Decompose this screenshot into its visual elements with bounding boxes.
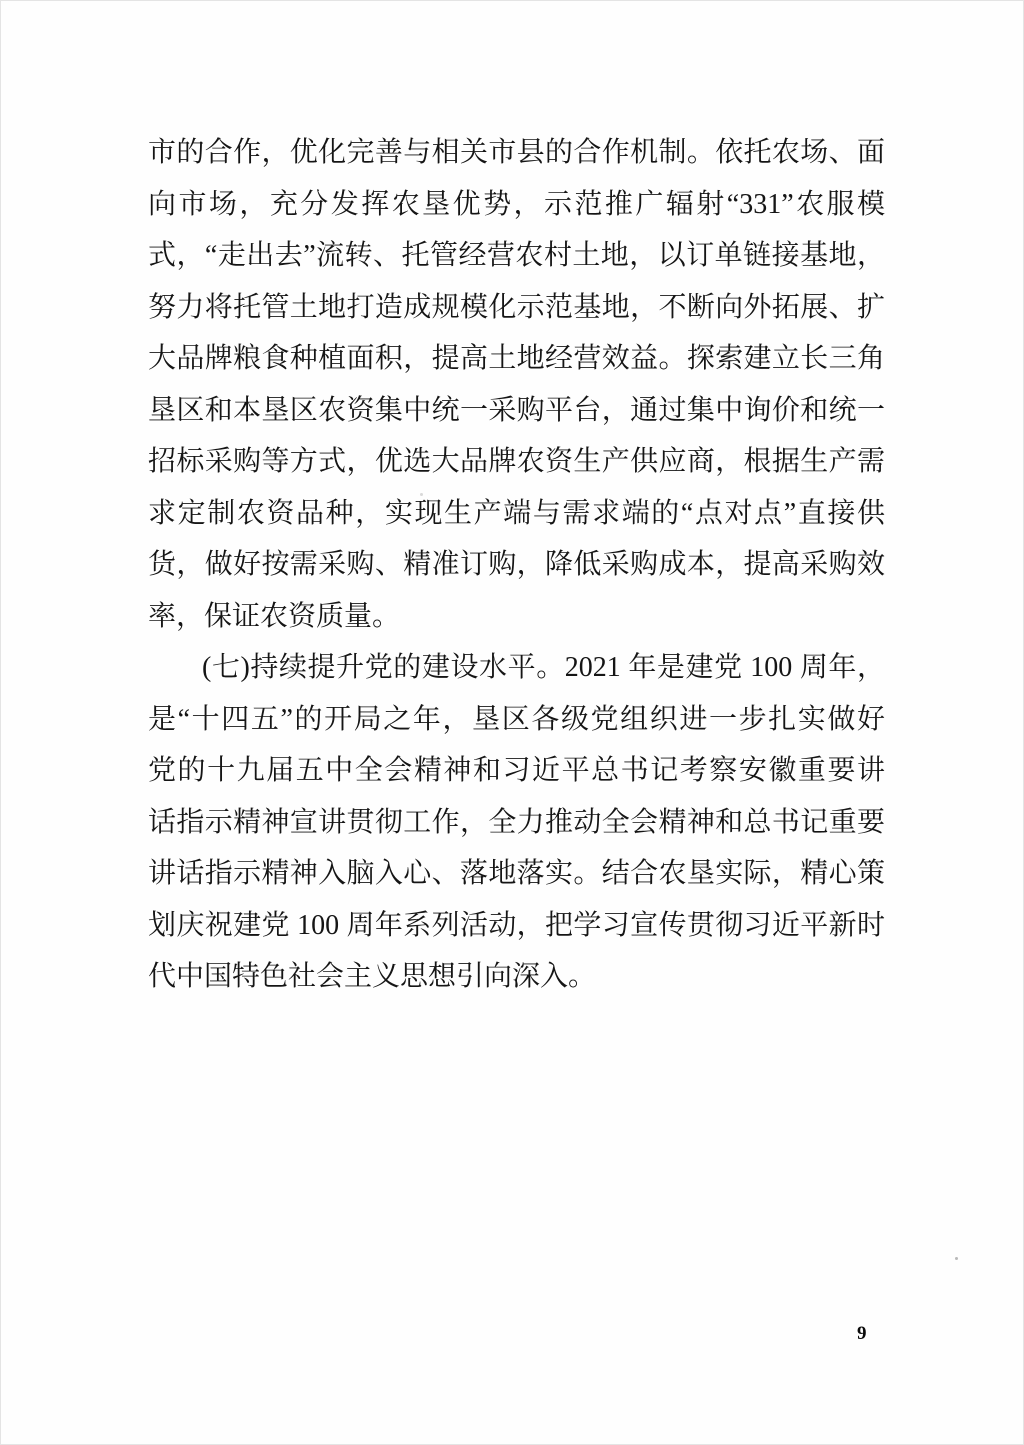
text-line: 讲话指示精神入脑入心、落地落实。结合农垦实际，精心策 — [148, 858, 885, 889]
document-body — [148, 127, 885, 1003]
text-line: 向市场，充分发挥农垦优势，示范推广辐射“331”农服模 — [148, 188, 885, 220]
text-line: 式，“走出去”流转、托管经营农村土地，以订单链接基地， — [148, 240, 885, 271]
text-line: 是“十四五”的开局之年，垦区各级党组织进一步扎实做好 — [148, 703, 885, 735]
text-line: 货，做好按需采购、精准订购，降低采购成本，提高采购效 — [148, 549, 885, 580]
text-line-paragraph-end: 代中国特色社会主义思想引向深入。 — [148, 961, 597, 992]
text-line: 垦区和本垦区农资集中统一采购平台，通过集中询价和统一 — [148, 394, 885, 426]
text-line-paragraph-end: 率，保证农资质量。 — [148, 600, 401, 632]
text-line: 大品牌粮食种植面积，提高土地经营效益。探索建立长三角 — [148, 343, 885, 374]
scan-speck — [955, 1257, 958, 1260]
text-line: 党的十九届五中全会精神和习近平总书记考察安徽重要讲 — [148, 755, 885, 786]
text-line: 话指示精神宣讲贯彻工作，全力推动全会精神和总书记重要 — [148, 806, 885, 838]
page-number: 9 — [857, 1323, 867, 1344]
text-line: 划庆祝建党 100 周年系列活动，把学习宣传贯彻习近平新时 — [148, 909, 885, 941]
text-line: 招标采购等方式，优选大品牌农资生产供应商，根据生产需 — [148, 446, 885, 477]
text-line: 求定制农资品种，实现生产端与需求端的“点对点”直接供 — [148, 497, 885, 529]
text-line-paragraph-start: (七)持续提升党的建设水平。2021 年是建党 100 周年， — [202, 652, 885, 683]
text-line: 努力将托管土地打造成规模化示范基地，不断向外拓展、扩 — [148, 291, 885, 323]
text-line: 市的合作，优化完善与相关市县的合作机制。依托农场、面 — [148, 137, 885, 168]
scan-speck — [420, 493, 423, 496]
